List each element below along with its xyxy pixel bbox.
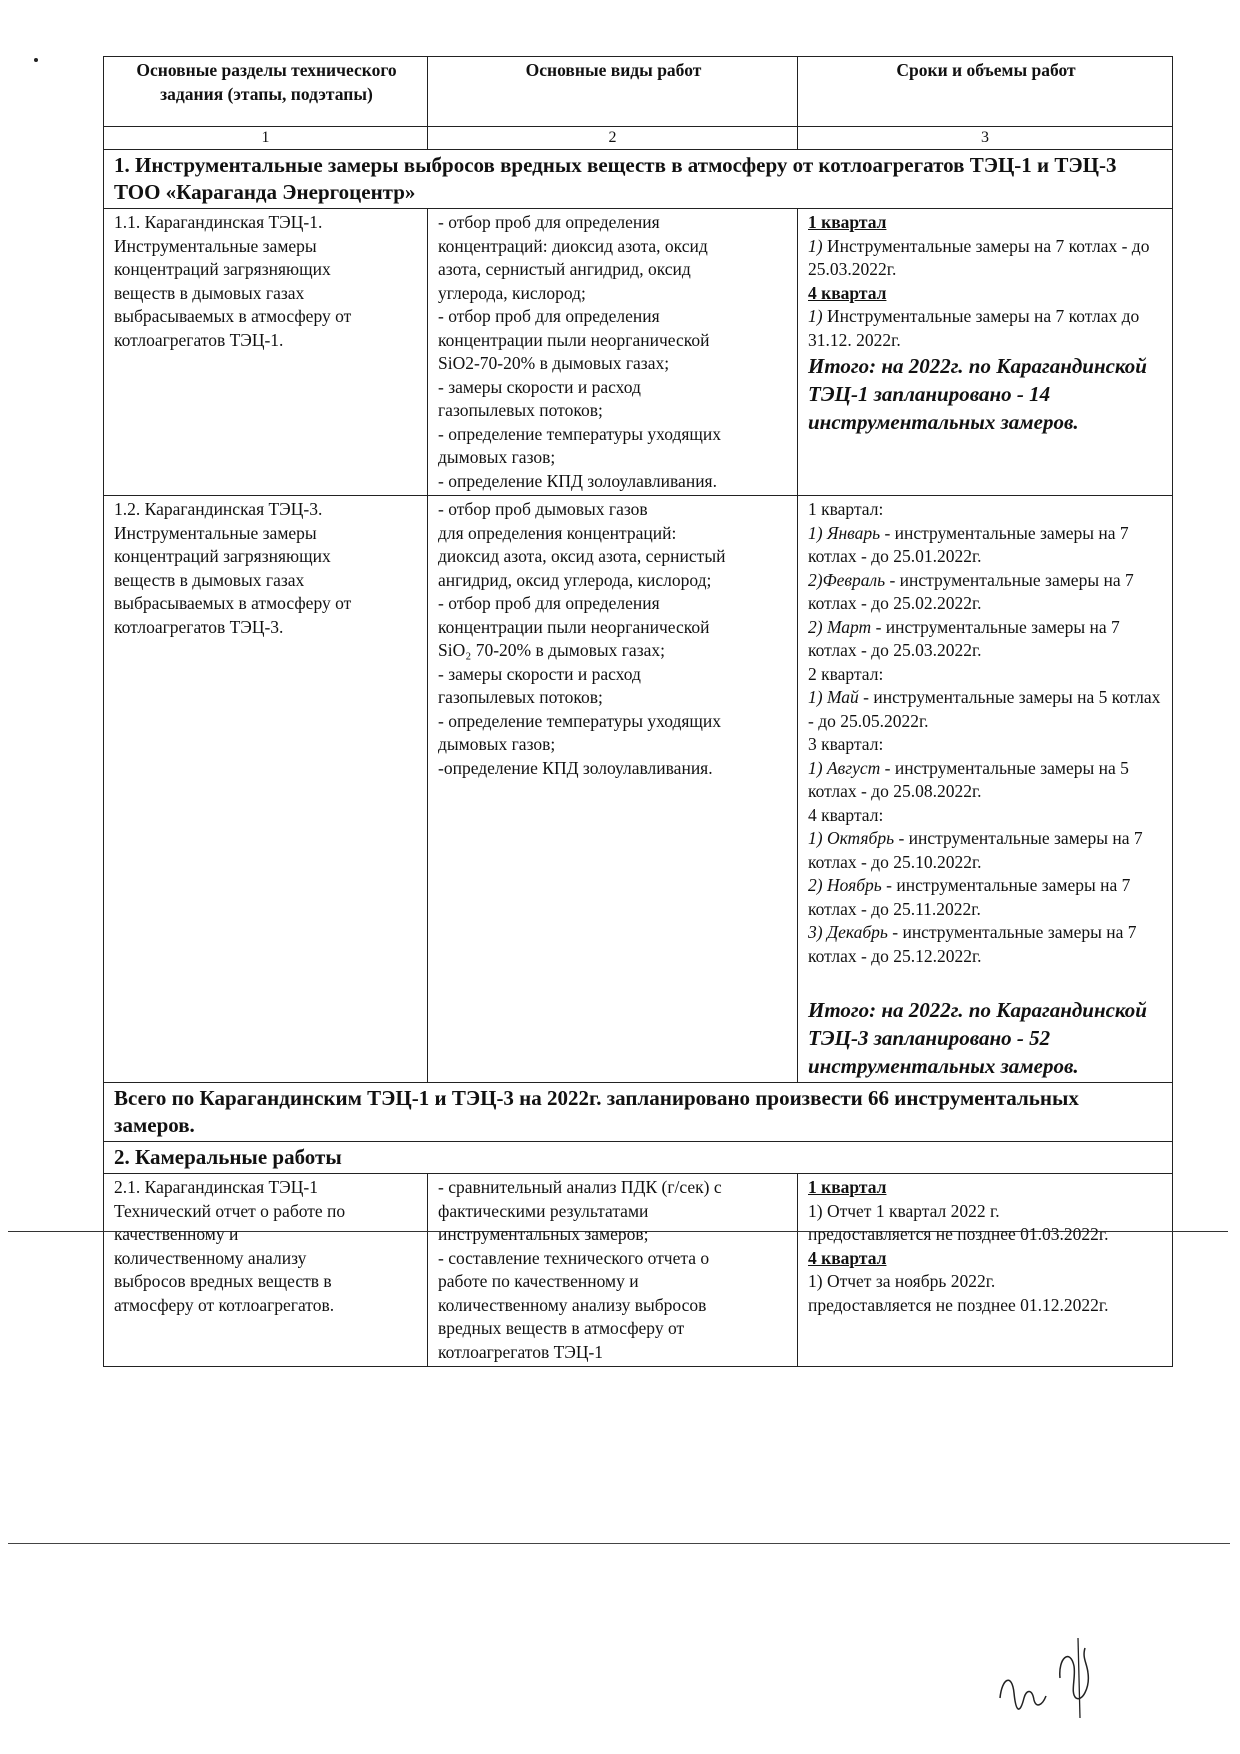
row-1-2-schedule xyxy=(798,496,1173,1083)
schedule-item: 2)Февраль - инструментальные замеры на 7 котлах - до 25.02.2022г. xyxy=(808,569,1134,613)
schedule-item: 2) Ноябрь - инструментальные замеры на 7 котлах - до 25.11.2022г. xyxy=(808,875,1131,919)
work-schedule-table xyxy=(103,56,1173,1367)
scan-dot xyxy=(34,58,38,62)
row-1-2-section: 1.2. Карагандинская ТЭЦ-3. Инструментальные замеры концентраций загрязняющих веществ в дымовых газах выбрасываемых в атмосферу от котлоагрегатов ТЭЦ-3. xyxy=(104,496,428,1083)
schedule-item: 1) Август - инструментальные замеры на 5 котлах - до 25.08.2022г. xyxy=(808,757,1129,801)
schedule-item: 1) Январь - инструментальные замеры на 7 котлах - до 25.01.2022г. xyxy=(808,522,1129,566)
q4-label: 4 квартал xyxy=(808,282,887,303)
column-numbers-row xyxy=(104,127,1173,150)
header-row xyxy=(104,57,1173,127)
row-2-1-section: 2.1. Карагандинская ТЭЦ-1 Технический отчет о работе по качественному и количественному анализу выбросов вредных веществ в атмосферу от котлоагрегатов. xyxy=(104,1174,428,1367)
section-1-title: 1. Инструментальные замеры выбросов вредных веществ в атмосферу от котлоагрегатов ТЭЦ-1 и ТЭЦ-3 ТОО «Караганда Энергоцентр» xyxy=(104,150,1173,209)
q1-label: 1 квартал xyxy=(808,212,887,232)
scan-line xyxy=(8,1231,1228,1232)
row-2-1-schedule: 1 квартал 1) Отчет 1 квартал 2022 г. предоставляется не позднее 01.03.2022г. 4 квартал 1) Отчет за ноябрь 2022г. предоставляется не позднее 01.12.2022г. xyxy=(798,1174,1173,1367)
header-works: Основные виды работ xyxy=(428,57,798,127)
row-1-1-works: - отбор проб для определения концентраций: диоксид азота, оксид азота, сернистый ангидрид, оксид углерода, кислород; - отбор проб для определения концентрации пыли неорганической SiO2-70-20% в дымовых газах; - замеры скорости и расход газопылевых потоков; - определение температуры уходящих дымовых газов; - определение КПД золоулавливания. xyxy=(428,209,798,496)
col-number-1: 1 xyxy=(104,127,428,150)
header-terms: Сроки и объемы работ xyxy=(798,57,1173,127)
schedule-item: 1) Май - инструментальные замеры на 5 котлах - до 25.05.2022г. xyxy=(808,687,1161,731)
section-2-row xyxy=(104,1142,1173,1174)
schedule-item: 2) Март - инструментальные замеры на 7 котлах - до 25.03.2022г. xyxy=(808,616,1120,660)
row-2-1 xyxy=(104,1174,1173,1367)
quarter-label: 1 квартал: xyxy=(808,499,884,519)
quarter-label: 3 квартал: xyxy=(808,734,884,754)
col-number-2: 2 xyxy=(428,127,798,150)
q1-label: 1 квартал xyxy=(808,1177,887,1197)
signature-image xyxy=(990,1618,1120,1728)
row-1-2-works: - отбор проб дымовых газов для определения концентраций: диоксид азота, оксид азота, сернистый ангидрид, оксид углерода, кислород; - отбор проб для определения концентрации пыли неорганической SiO₂ 70-20% в дымовых газах; - замеры скорости и расход газопылевых потоков; - определение температуры уходящих дымовых газов; -определение КПД золоулавливания. xyxy=(428,496,798,1083)
separator-line xyxy=(8,1543,1230,1544)
total-tec3: Итого: на 2022г. по Карагандинской ТЭЦ-3 запланировано - 52 инструментальных замеров. xyxy=(808,998,1147,1078)
row-1-1 xyxy=(104,209,1173,496)
row-1-1-schedule: 1 квартал 1) Инструментальные замеры на 7 котлах - до 25.03.2022г. 4 квартал 1) Инструментальные замеры на 7 котлах до 31.12. 2022г. Итого: на 2022г. по Карагандинской ТЭЦ-1 запланировано - 14 инструментальных замеров. xyxy=(798,209,1173,496)
section-2-title: 2. Камеральные работы xyxy=(104,1142,1173,1174)
schedule-item: 1) Октябрь - инструментальные замеры на 7 котлах - до 25.10.2022г. xyxy=(808,828,1143,872)
quarter-label: 2 квартал: xyxy=(808,663,884,684)
total-tec1: Итого: на 2022г. по Карагандинской ТЭЦ-1 запланировано - 14 инструментальных замеров. xyxy=(808,354,1147,434)
quarter-label: 4 квартал: xyxy=(808,804,884,825)
schedule-item: 3) Декабрь - инструментальные замеры на 7 котлах - до 25.12.2022г. xyxy=(808,922,1137,966)
q4-label: 4 квартал xyxy=(808,1247,887,1268)
row-1-1-section: 1.1. Карагандинская ТЭЦ-1. Инструментальные замеры концентраций загрязняющих веществ в дымовых газах выбрасываемых в атмосферу от котлоагрегатов ТЭЦ-1. xyxy=(104,209,428,496)
section-1-row xyxy=(104,150,1173,209)
col-number-3: 3 xyxy=(798,127,1173,150)
row-1-2 xyxy=(104,496,1173,1083)
row-2-1-works: - сравнительный анализ ПДК (г/сек) с фактическими результатами инструментальных замеров; - составление технического отчета о работе по качественному и количественному анализу выбросов вредных веществ в атмосферу от котлоагрегатов ТЭЦ-1 xyxy=(428,1174,798,1367)
summary-row xyxy=(104,1083,1173,1142)
header-sections: Основные разделы технического задания (этапы, подэтапы) xyxy=(104,57,428,127)
summary-text: Всего по Карагандинским ТЭЦ-1 и ТЭЦ-3 на 2022г. запланировано произвести 66 инструментальных замеров. xyxy=(104,1083,1173,1142)
